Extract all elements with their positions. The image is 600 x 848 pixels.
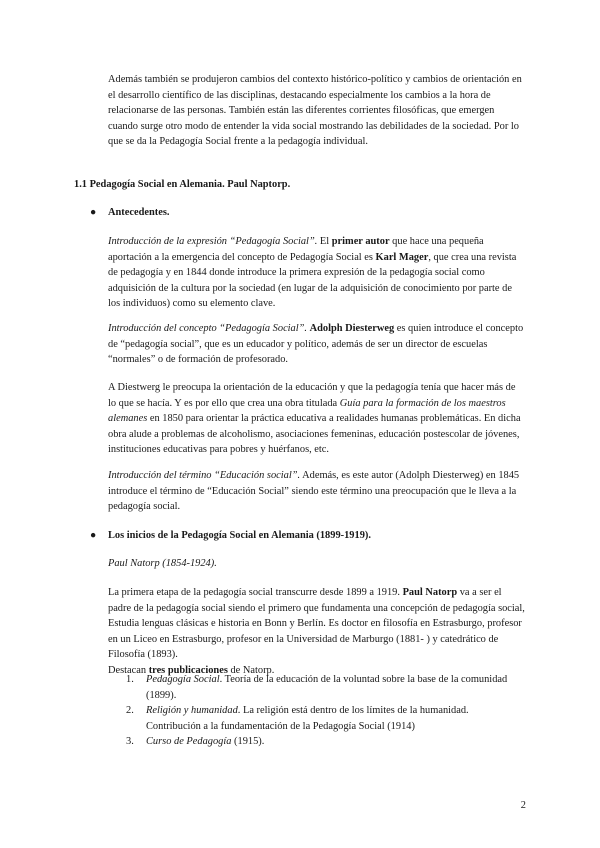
section-title: 1.1 Pedagogía Social en Alemania. Paul Naptorp. xyxy=(74,179,291,190)
text-run: , que crea una revista de pedagogía y en 1844 donde introduce la primera expresión de la pedagogía social como adquisición de la cultura por la sociedad (en lugar de la adquisición de conocimiento por parte de los individuos) como su elemento clave. xyxy=(108,251,517,309)
text-run: que hace una pequeña aportación a la emergencia del concepto de Pedagogía Social es xyxy=(108,236,484,263)
list-item xyxy=(108,703,526,734)
publication-title: Pedagogía Social xyxy=(146,674,220,685)
italic-lead: Introducción del concepto “Pedagogía Social”. xyxy=(108,323,308,334)
bold-run: tres publicaciones xyxy=(148,664,228,676)
text-run: en 1850 para orientar la práctica educativa a realidades humanas problemáticas. En dicha obra alude a problemas de alcoholismo, asociaciones femeninas, educación postescolar de jóvenes, instituciones educativas para pobres y huérfanos, etc. xyxy=(108,413,521,455)
publication-title: Religión y humanidad xyxy=(146,705,238,716)
bold-run: Paul Natorp xyxy=(402,587,458,598)
list-number: 1. xyxy=(126,674,134,685)
bullet-dot-icon: ● xyxy=(90,530,97,541)
italic-lead: Introducción de la expresión “Pedagogía Social”. xyxy=(108,236,318,247)
text-run: . La religión está dentro de los límites de la humanidad. Contribución a la fundamentación de la Pedagogía Social (1914) xyxy=(146,705,469,732)
list-item xyxy=(108,672,526,703)
italic-run: Paul Natorp (1854-1924). xyxy=(108,558,217,569)
text-run: de Natorp. xyxy=(227,664,275,676)
intro-paragraph: Además también se produjeron cambios del contexto histórico-político y cambios de orientación en el desarrollo científico de las disciplinas, destacando especialmente los cambios a la hora de relacionarse de las personas. También están las diferentes corrientes filosóficas, que emergen cuando surge otro modo de entender la vida social mostrando las debilidades de la sociedad. Por lo que se da la Pedagogía Social frente a la pedagogía individual. xyxy=(108,74,522,147)
natorp-heading xyxy=(108,556,526,572)
publication-title: Curso de Pedagogía xyxy=(146,736,232,747)
paragraph-diesterweg xyxy=(108,380,526,458)
text-run: A Diestwerg le preocupa la orientación de la educación y que la pedagogía tenía que hacer más de lo que se hacía. Y es por ello que crea una obra titulada xyxy=(108,382,516,409)
text-run: . Teoría de la educación de la voluntad sobre la base de la comunidad (1899). xyxy=(146,674,508,701)
italic-lead: Introducción del término “Educación social”. xyxy=(108,470,301,481)
publications-list xyxy=(108,672,526,750)
text-run: es quien introduce el concepto de “pedagogía social”, que es un educador y político, además de ser un director de escuelas “normales” o de formación de profesorado. xyxy=(108,323,524,365)
list-number: 2. xyxy=(126,705,134,716)
list-number: 3. xyxy=(126,736,134,747)
bullet-antecedentes-label: Antecedentes. xyxy=(108,207,170,218)
list-item xyxy=(108,734,526,750)
bold-run: Karl Mager xyxy=(375,251,429,263)
italic-run: Guía para la formación de los maestros alemanes xyxy=(108,397,506,424)
bullet-dot-icon: ● xyxy=(90,207,97,218)
paragraph-natorp xyxy=(108,585,526,678)
bold-run: primer autor xyxy=(331,236,390,247)
paragraph-termino xyxy=(108,468,526,515)
text-run: La primera etapa de la pedagogía social transcurre desde 1899 a 1919. xyxy=(108,587,403,598)
text-run: (1915). xyxy=(231,736,265,747)
text-run: Además, es este autor (Adolph Diesterweg) en 1845 introduce el término de “Educación Social” siendo este término una preocupación que le lleva a la pedagogía social. xyxy=(108,470,520,512)
page-number: 2 xyxy=(520,800,526,811)
bullet-antecedentes xyxy=(90,205,169,221)
text-run: va a ser el padre de la pedagogía social siendo el primero que fundamenta una concepción de pedagogía social, Estudia lenguas clásicas e historia en Bonn y Berlín. Es doctor en filosofía en Estrasburgo, profesor en un Liceo en Estrasburgo, profesor en la Universidad de Marburgo (1881- ) y catedrático de Filosofía (1893). xyxy=(108,587,525,660)
paragraph-concepto xyxy=(108,321,526,368)
paragraph-expresion xyxy=(108,234,526,312)
text-run: El xyxy=(317,236,332,247)
bullet-inicios-label: Los inicios de la Pedagogía Social en Alemania (1899-1919). xyxy=(108,530,371,541)
text-run: Destacan xyxy=(108,664,149,676)
bullet-inicios xyxy=(90,528,371,544)
bold-run: Adolph Diesterweg xyxy=(309,323,395,334)
